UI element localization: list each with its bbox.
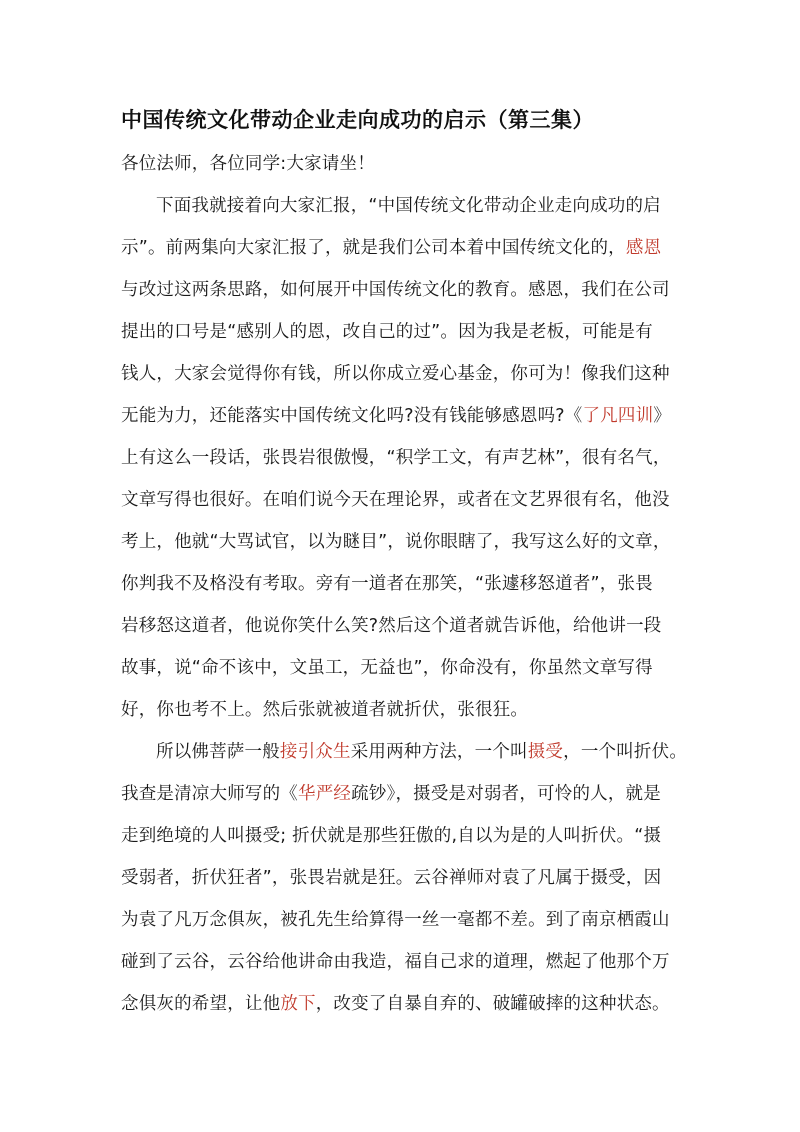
paragraph-2-line-5: 为袁了凡万念俱灰，被孔先生给算得一丝一毫都不差。到了南京栖霞山: [121, 910, 670, 930]
text-run: 无能为力，还能落实中国传统文化吗?没有钱能够感恩吗?《: [121, 406, 583, 426]
paragraph-1-line-2: [121, 234, 661, 259]
paragraph-2-line-4: 受弱者，折伏狂者”，张畏岩就是狂。云谷禅师对袁了凡属于摄受，因: [121, 868, 662, 888]
text-run: 念俱灰的希望，让他: [121, 994, 281, 1014]
paragraph-2-line-6: 碰到了云谷，云谷给他讲命由我造，福自己求的道理，燃起了他那个万: [121, 952, 670, 972]
paragraph-1-line-12: 故事，说“命不该中，文虽工，无益也”，你命没有，你虽然文章写得: [121, 658, 653, 678]
paragraph-1-line-4: 提出的口号是“感别人的恩，改自己的过”。因为我是老板，可能是有: [121, 322, 653, 342]
paragraph-2-line-7: [121, 990, 670, 1015]
paragraph-1-line-10: 你判我不及格没有考取。旁有一道者在那笑，“张遽移怒道者”，张畏: [121, 574, 653, 594]
text-run: 采用两种方法，一个叫: [350, 742, 528, 762]
greeting-line: 各位法师，各位同学:大家请坐！: [121, 154, 375, 174]
text-run: 》: [653, 406, 671, 426]
text-run: 疏钞》，摄受是对弱者，可怜的人，就是: [351, 784, 661, 804]
document-title: 中国传统文化带动企业走向成功的启示（第三集）: [121, 108, 594, 132]
highlight-term: 了凡四训: [582, 406, 654, 426]
paragraph-1-line-9: 考上，他就“大骂试官，以为瞇目”，说你眼瞎了，我写这么好的文章，: [121, 532, 671, 552]
text-run: 示”。前两集向大家汇报了，就是我们公司本着中国传统文化的，: [121, 238, 626, 258]
highlight-term: 摄受: [527, 742, 564, 762]
paragraph-1-line-11: 岩移怒这道者，他说你笑什么笑?然后这个道者就告诉他，给他讲一段: [121, 616, 662, 636]
text-run: 我查是清凉大师写的《: [121, 784, 298, 804]
text-run: 所以佛菩萨一般: [156, 742, 280, 762]
highlight-term: 感恩: [625, 238, 662, 258]
paragraph-1-line-1: 下面我就接着向大家汇报，“中国传统文化带动企业走向成功的启: [156, 196, 661, 216]
paragraph-1-line-13: 好，你也考不上。然后张就被道者就折伏，张很狂。: [121, 700, 529, 720]
paragraph-1-line-5: 钱人，大家会觉得你有钱，所以你成立爱心基金，你可为！像我们这种: [121, 364, 670, 384]
paragraph-1-line-3: 与改过这两条思路，如何展开中国传统文化的教育。感恩，我们在公司: [121, 280, 670, 300]
highlight-term: 接引众生: [279, 742, 351, 762]
highlight-term: 放下: [280, 994, 316, 1014]
text-run: ，改变了自暴自弃的、破罐破摔的这种状态。: [315, 994, 670, 1014]
paragraph-1-line-7: 上有这么一段话，张畏岩很傲慢，“积学工文，有声艺林”，很有名气，: [121, 448, 671, 468]
paragraph-1-line-8: 文章写得也很好。在咱们说今天在理论界，或者在文艺界很有名，他没: [121, 490, 670, 510]
highlight-term: 华严经: [298, 784, 352, 804]
paragraph-2-line-2: [121, 780, 661, 805]
paragraph-2-line-3: 走到绝境的人叫摄受; 折伏就是那些狂傲的,自以为是的人叫折伏。“摄: [121, 826, 662, 846]
text-run: ，一个叫折伏。: [563, 742, 688, 762]
paragraph-1-line-6: [121, 402, 671, 427]
paragraph-2-line-1: [156, 738, 687, 763]
